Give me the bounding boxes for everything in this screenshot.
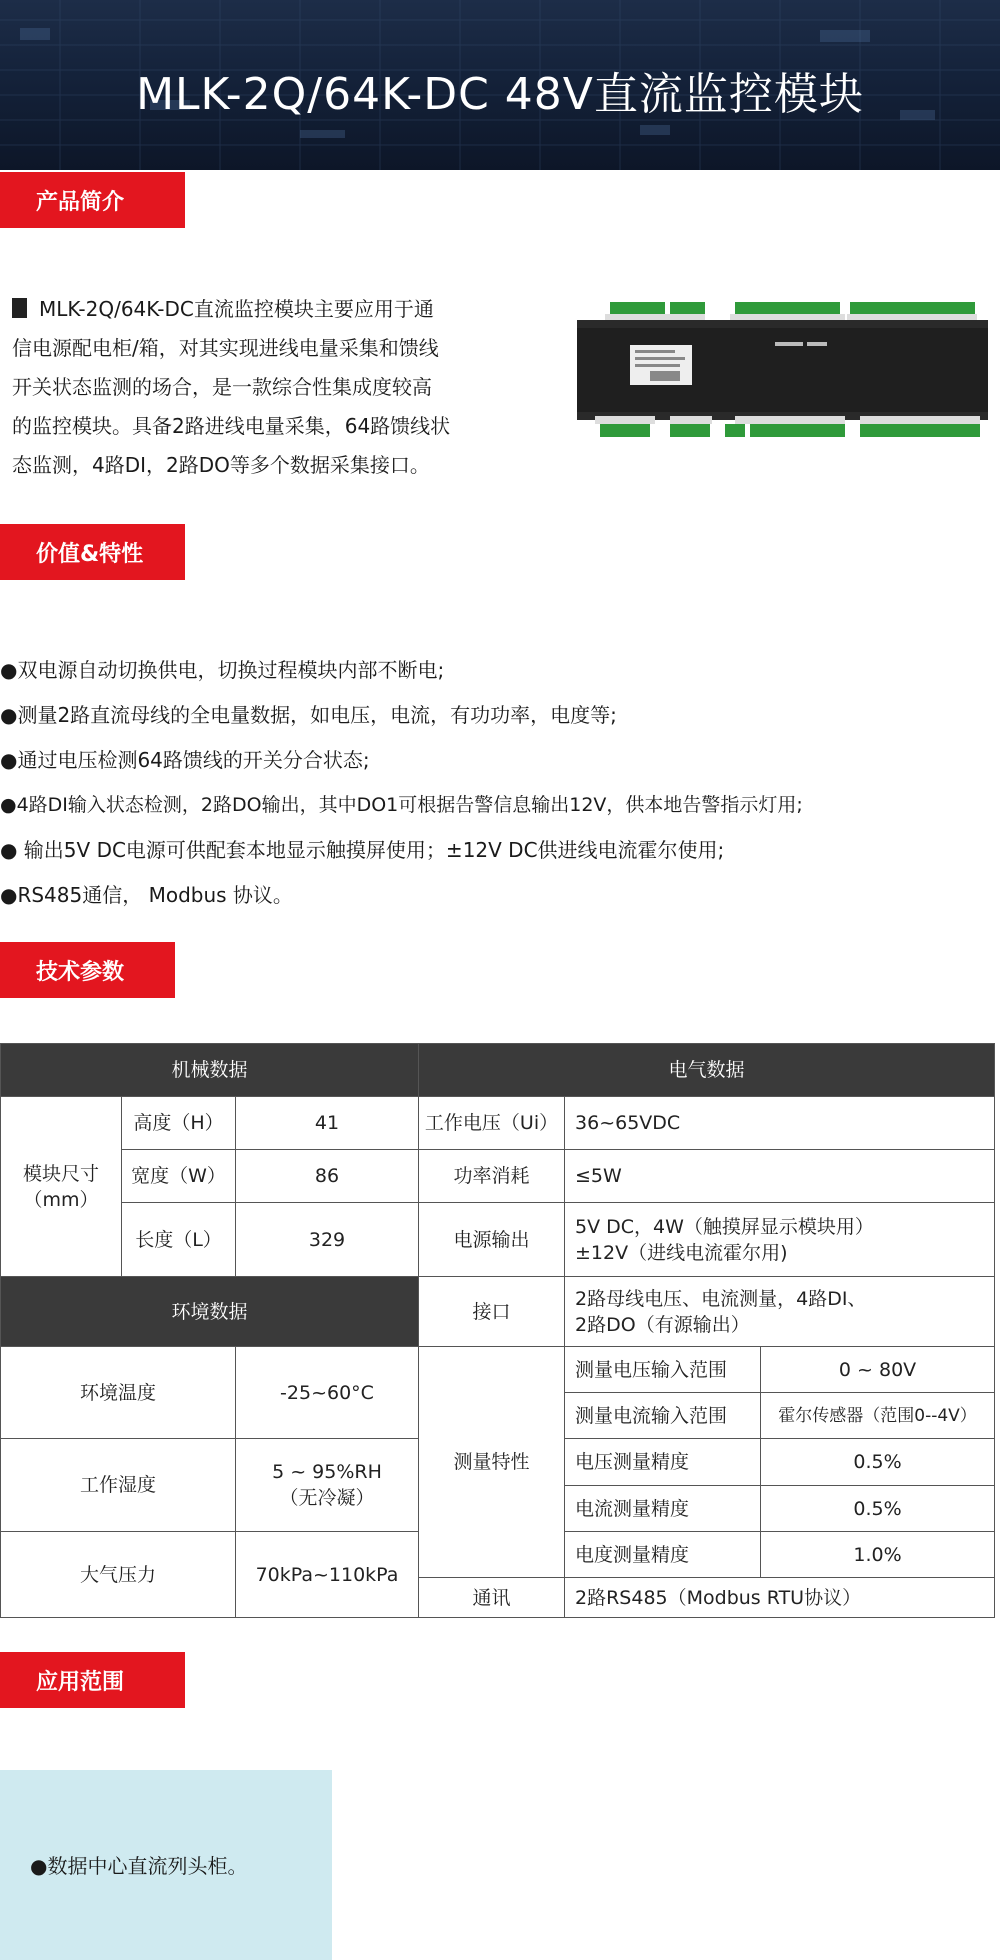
spec-label: 电流测量精度 <box>565 1486 761 1532</box>
spec-value: 1.0% <box>761 1532 995 1578</box>
list-item: ●数据中心直流列头柜。 <box>30 1854 248 1878</box>
spec-value: 70kPa~110kPa <box>236 1532 419 1618</box>
spec-label: 大气压力 <box>1 1532 236 1618</box>
table-row <box>1 1044 995 1097</box>
intro-line: 态监测，4路DI，2路DO等多个数据采集接口。 <box>12 453 430 477</box>
section-header-application: 应用范围 <box>0 1652 185 1708</box>
spec-label: 工作湿度 <box>1 1439 236 1532</box>
spec-value: 0.5% <box>761 1439 995 1486</box>
spec-label: 环境温度 <box>1 1347 236 1439</box>
spec-value: 5V DC，4W（触摸屏显示模块用） ±12V（进线电流霍尔用) <box>565 1203 995 1277</box>
env-header: 环境数据 <box>1 1277 419 1347</box>
header-banner <box>0 0 1000 170</box>
spec-value: 2路母线电压、电流测量，4路DI、 2路DO（有源输出） <box>565 1277 995 1347</box>
spec-label: 接口 <box>419 1277 565 1347</box>
intro-line: 的监控模块。具备2路进线电量采集，64路馈线状 <box>12 414 451 438</box>
table-row <box>1 1277 995 1347</box>
spec-value: 41 <box>236 1097 419 1150</box>
spec-label: 工作电压（Ui） <box>419 1097 565 1150</box>
intro-line: MLK-2Q/64K-DC直流监控模块主要应用于通 <box>12 290 532 329</box>
spec-label: 测量电流输入范围 <box>565 1393 761 1439</box>
feature-list <box>0 648 1000 918</box>
spec-label: 电度测量精度 <box>565 1532 761 1578</box>
spec-label: 长度（L） <box>122 1203 236 1277</box>
application-box <box>0 1770 332 1960</box>
table-row <box>1 1150 995 1203</box>
section-header-features: 价值&特性 <box>0 524 185 580</box>
list-item: ●通过电压检测64路馈线的开关分合状态; <box>0 748 370 772</box>
spec-label: 通讯 <box>419 1578 565 1618</box>
spec-label: 测量电压输入范围 <box>565 1347 761 1393</box>
spec-value: ≤5W <box>565 1150 995 1203</box>
intro-line: 开关状态监测的场合，是一款综合性集成度较高 <box>12 375 432 399</box>
spec-value: 5 ~ 95%RH （无冷凝） <box>236 1439 419 1532</box>
spec-value: 36~65VDC <box>565 1097 995 1150</box>
elec-header: 电气数据 <box>419 1044 995 1097</box>
page-title: MLK-2Q/64K-DC 48V直流监控模块 <box>136 69 864 120</box>
spec-label: 电源输出 <box>419 1203 565 1277</box>
table-row <box>1 1203 995 1277</box>
spec-label: 宽度（W） <box>122 1150 236 1203</box>
spec-value: 霍尔传感器（范围0--4V） <box>761 1393 995 1439</box>
spec-value: 0.5% <box>761 1486 995 1532</box>
spec-table <box>0 1043 995 1618</box>
bullet-square-icon <box>12 298 27 318</box>
measure-label: 测量特性 <box>419 1347 565 1578</box>
spec-label: 电压测量精度 <box>565 1439 761 1486</box>
module-size-cell: 模块尺寸 （mm） <box>1 1097 122 1277</box>
table-row <box>1 1347 995 1393</box>
spec-value: 329 <box>236 1203 419 1277</box>
intro-line: 信电源配电柜/箱，对其实现进线电量采集和馈线 <box>12 336 439 360</box>
table-row <box>1 1097 995 1150</box>
mech-header: 机械数据 <box>1 1044 419 1097</box>
list-item: ●4路DI输入状态检测，2路DO输出，其中DO1可根据告警信息输出12V，供本地告警指示灯用; <box>0 794 803 816</box>
list-item: ●测量2路直流母线的全电量数据，如电压，电流，有功功率，电度等; <box>0 703 617 727</box>
list-item: ●RS485通信， Modbus 协议。 <box>0 883 293 907</box>
spec-value: 2路RS485（Modbus RTU协议） <box>565 1578 995 1618</box>
list-item: ● 输出5V DC电源可供配套本地显示触摸屏使用；±12V DC供进线电流霍尔使用; <box>0 838 725 862</box>
spec-value: -25~60°C <box>236 1347 419 1439</box>
list-item: ●双电源自动切换供电，切换过程模块内部不断电; <box>0 658 445 682</box>
spec-value: 86 <box>236 1150 419 1203</box>
section-header-specs: 技术参数 <box>0 942 175 998</box>
intro-paragraph <box>12 290 532 485</box>
section-header-intro: 产品简介 <box>0 172 185 228</box>
spec-value: 0 ~ 80V <box>761 1347 995 1393</box>
spec-label: 高度（H） <box>122 1097 236 1150</box>
spec-label: 功率消耗 <box>419 1150 565 1203</box>
device-image <box>575 300 990 440</box>
